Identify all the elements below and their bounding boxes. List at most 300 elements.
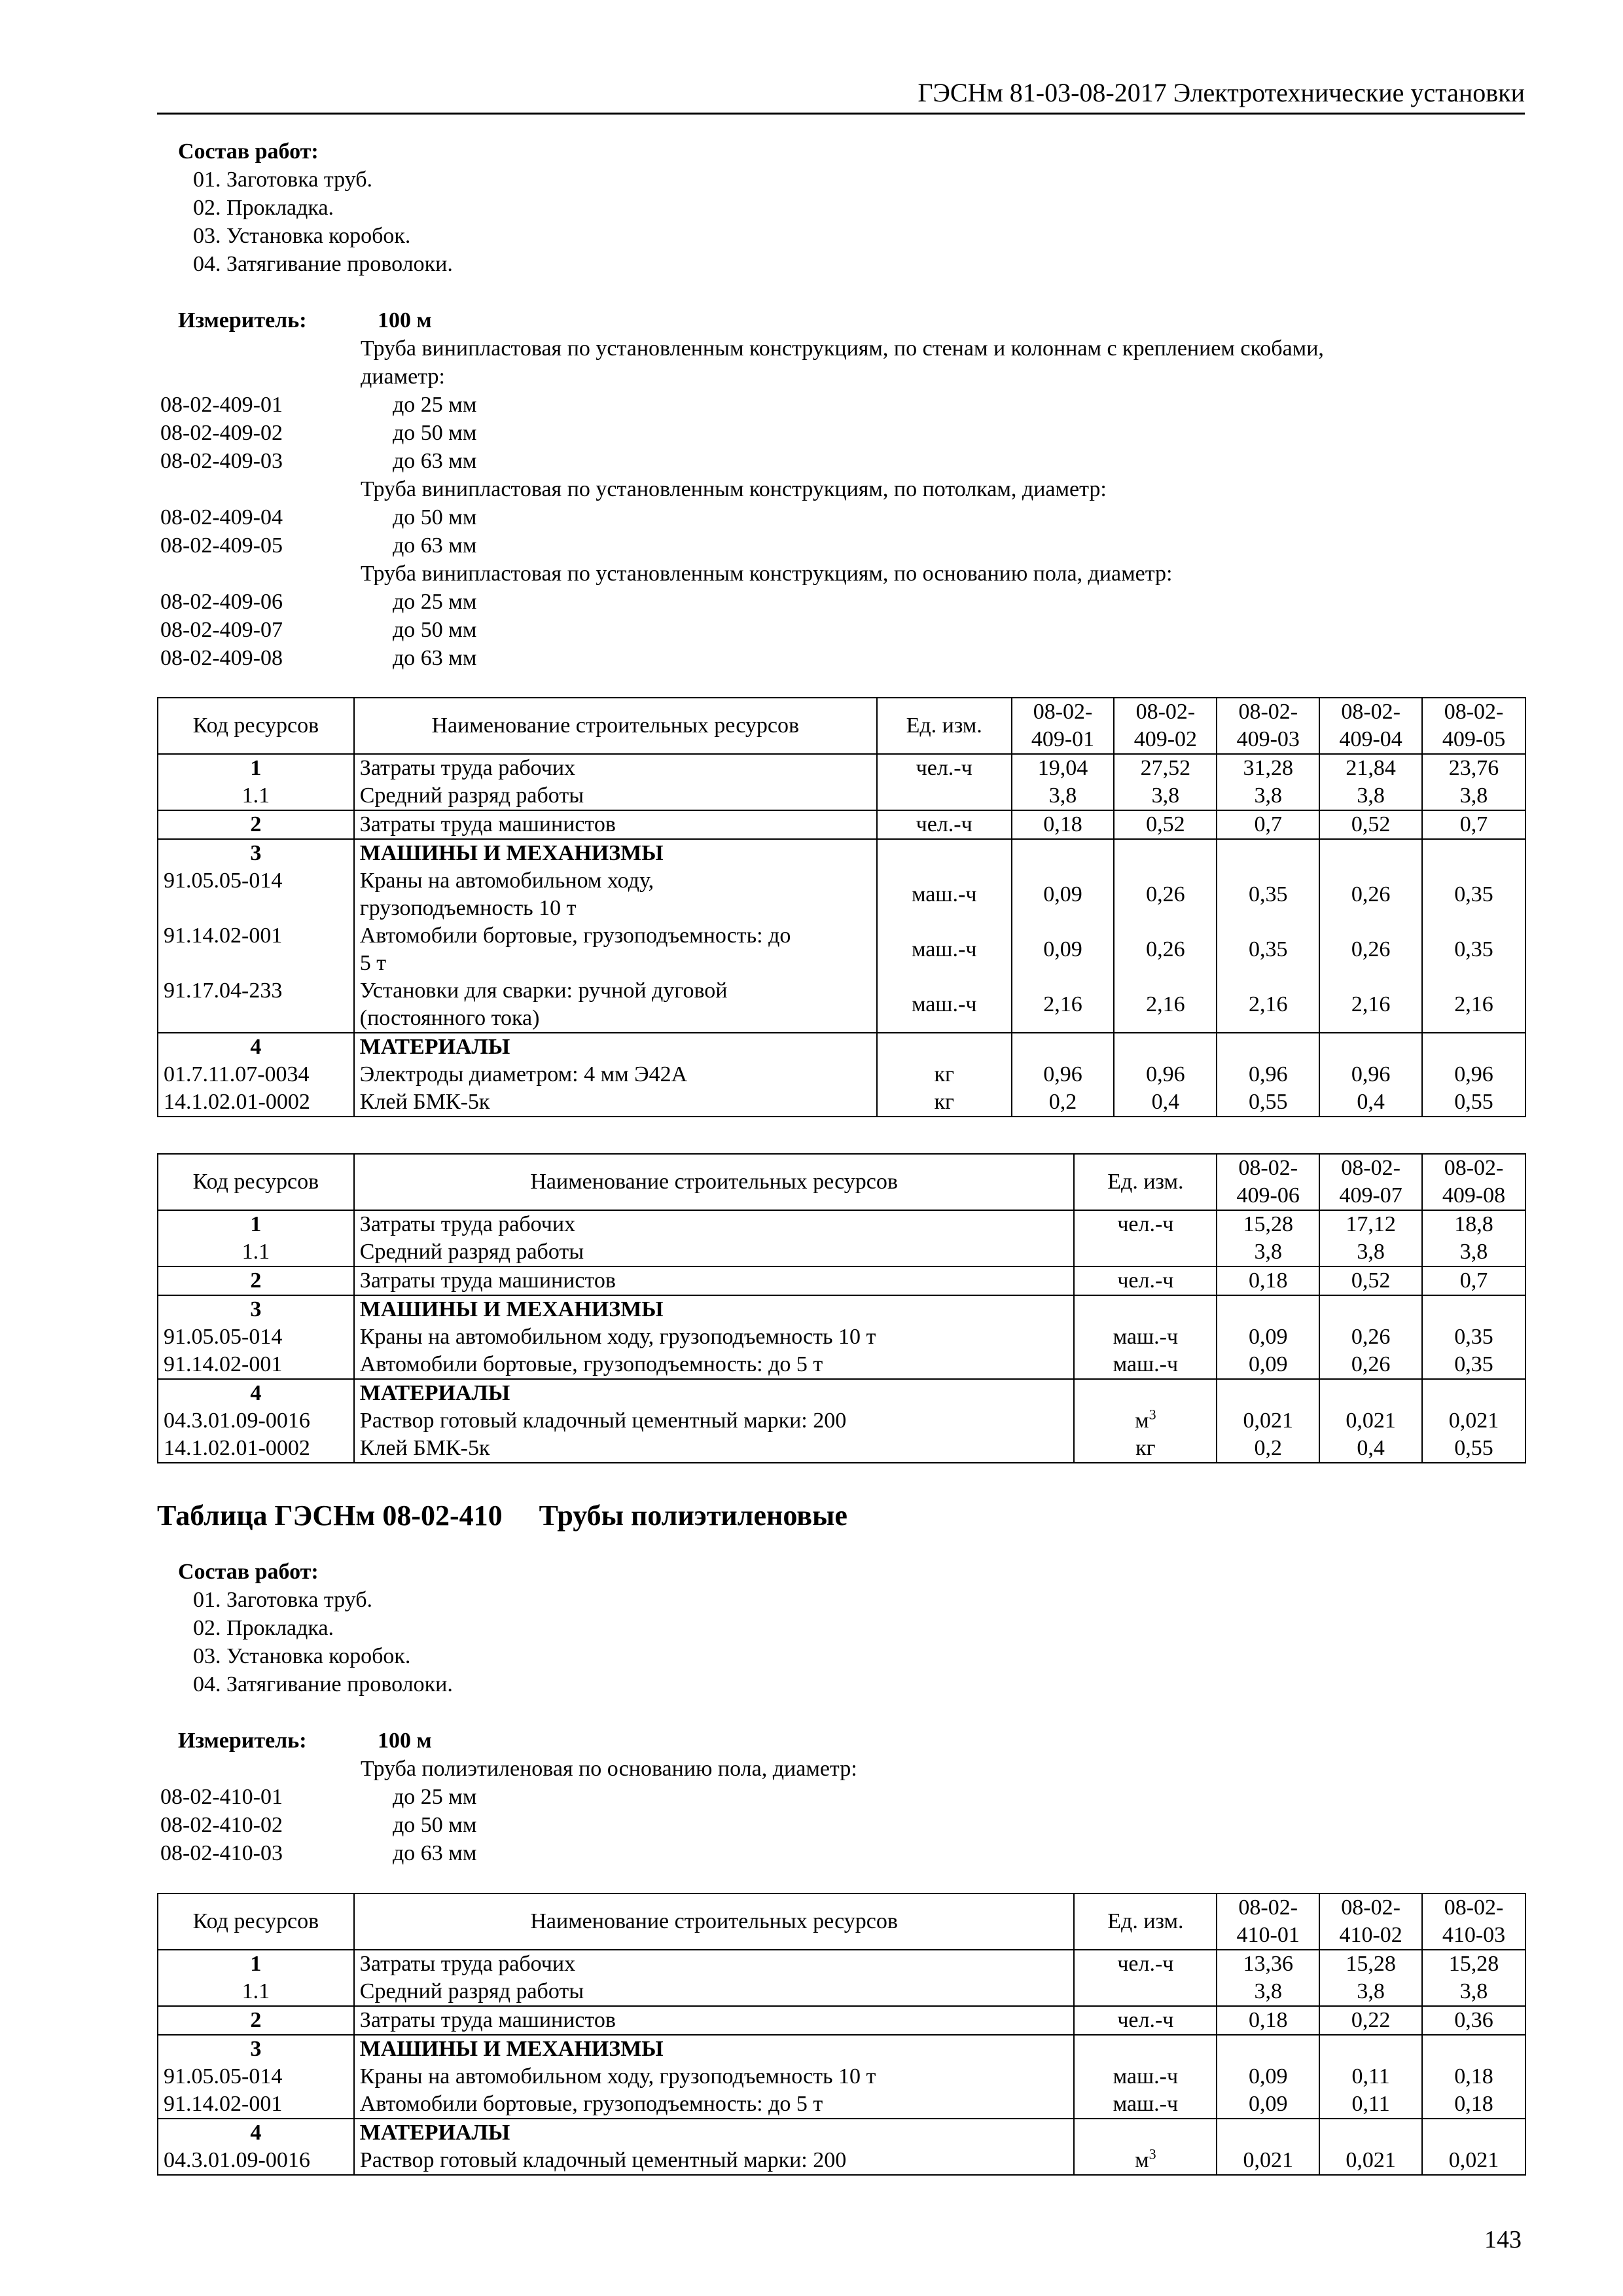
resource-code-cell: 14.1.02.01-0002: [158, 1088, 354, 1117]
sostav-item: 03. Установка коробок.: [193, 224, 411, 248]
norm-col-label: 409-02: [1133, 727, 1198, 751]
value-cell: 2,16: [1319, 977, 1422, 1033]
unit-cell: $м^3$: [1074, 1407, 1217, 1435]
table-row: [158, 2006, 1525, 2035]
value-cell: 2,16: [1114, 977, 1217, 1033]
resource-name-cell: Средний разряд работы: [354, 782, 877, 810]
norm-code-row: [160, 503, 1528, 531]
work-description: Труба винипластовая по установленным конструкциям, по стенам и колоннам с креплением скобами,: [361, 336, 1324, 361]
table-row: [158, 754, 1525, 782]
unit-cell: чел.-ч: [877, 810, 1012, 839]
norm-col-label: 08-02-: [1444, 1156, 1504, 1180]
value-cell: [1217, 1295, 1319, 1323]
norm-col-label: 08-02-: [1341, 1895, 1400, 1920]
unit-cell: чел.-ч: [877, 754, 1012, 782]
norm-code-row: [160, 1839, 1528, 1867]
header-name: Наименование строительных ресурсов: [354, 1154, 1075, 1210]
sostav-item: 03. Установка коробок.: [193, 1644, 411, 1668]
norm-col-label: 410-02: [1339, 1923, 1402, 1947]
value-cell: 23,76: [1422, 754, 1525, 782]
resource-code-cell: 3: [158, 1295, 354, 1323]
sostav-item: 01. Заготовка труб.: [193, 168, 373, 192]
unit-cell: маш.-ч: [1074, 1351, 1217, 1379]
header-code: Код ресурсов: [158, 698, 354, 754]
table-row: [158, 1323, 1525, 1351]
unit-cell: $м^3$: [1074, 2147, 1217, 2175]
value-cell: [1422, 2035, 1525, 2063]
value-cell: [1319, 1379, 1422, 1407]
value-cell: [1217, 2035, 1319, 2063]
value-cell: [1422, 2119, 1525, 2147]
resource-code-cell: 91.05.05-014: [158, 1323, 354, 1351]
unit-cell: чел.-ч: [1074, 1210, 1217, 1238]
value-cell: 0,021: [1319, 1407, 1422, 1435]
header-norm-col: [1422, 698, 1525, 754]
value-cell: 0,18: [1422, 2090, 1525, 2119]
header-unit: Ед. изм.: [1074, 1154, 1217, 1210]
header-norm-col: [1012, 698, 1115, 754]
resource-name-cell: Затраты труда машинистов: [354, 1266, 1075, 1295]
resource-code-cell: 91.05.05-014: [158, 867, 354, 922]
value-cell: 0,18: [1012, 810, 1115, 839]
value-cell: [1217, 1033, 1319, 1061]
norm-code-row: [160, 447, 1528, 475]
unit-cell: маш.-ч: [1074, 2090, 1217, 2119]
header-norm-col: [1114, 698, 1217, 754]
value-cell: 0,35: [1422, 1351, 1525, 1379]
table-heading-prefix: Таблица ГЭСНм 08-02-410: [157, 1499, 503, 1532]
value-cell: 0,26: [1319, 922, 1422, 977]
value-cell: [1114, 1033, 1217, 1061]
unit-cell: [1074, 2035, 1217, 2063]
value-cell: 0,09: [1012, 867, 1115, 922]
value-cell: 3,8: [1422, 1238, 1525, 1266]
norm-code-row: [160, 419, 1528, 447]
header-unit: Ед. изм.: [1074, 1893, 1217, 1950]
table-row: [158, 1061, 1525, 1088]
header-norm-col: [1217, 1893, 1319, 1950]
resource-code-cell: 3: [158, 839, 354, 867]
unit-cell: [1074, 1379, 1217, 1407]
value-cell: [1422, 1379, 1525, 1407]
sostav-item: 01. Заготовка труб.: [193, 1588, 373, 1612]
resource-code-cell: 1: [158, 754, 354, 782]
value-cell: [1012, 839, 1115, 867]
resource-name-cell: Затраты труда рабочих: [354, 1210, 1075, 1238]
norm-text: до 63 мм: [393, 533, 477, 558]
running-header: ГЭСНм 81-03-08-2017 Электротехнические установки: [157, 77, 1525, 115]
value-cell: 2,16: [1012, 977, 1115, 1033]
value-cell: 0,35: [1217, 867, 1319, 922]
value-cell: [1422, 1033, 1525, 1061]
sostav-item: 04. Затягивание проволоки.: [193, 1672, 453, 1696]
resource-name-cell: Краны на автомобильном ходу, грузоподъемность 10 т: [354, 867, 877, 922]
izmeritel-value: 100 м: [378, 308, 432, 332]
table-row: [158, 2035, 1525, 2063]
value-cell: 0,11: [1319, 2090, 1422, 2119]
value-cell: 0,96: [1422, 1061, 1525, 1088]
unit-cell: [1074, 1295, 1217, 1323]
resource-code-cell: 04.3.01.09-0016: [158, 2147, 354, 2175]
resource-name-cell: Автомобили бортовые, грузоподъемность: до 5 т: [354, 2090, 1075, 2119]
unit-cell: маш.-ч: [1074, 1323, 1217, 1351]
value-cell: 0,7: [1422, 810, 1525, 839]
norm-code: 08-02-410-03: [160, 1841, 283, 1865]
table-row: [158, 1407, 1525, 1435]
table-row: [158, 2090, 1525, 2119]
header-norm-col: [1422, 1893, 1525, 1950]
resource-name-cell: Затраты труда машинистов: [354, 810, 877, 839]
norm-text: до 50 мм: [393, 1813, 477, 1837]
norm-text: до 50 мм: [393, 421, 477, 445]
norm-col-label: 409-03: [1236, 727, 1300, 751]
izmeritel-row: [160, 1727, 1528, 1755]
value-cell: 0,96: [1012, 1061, 1115, 1088]
value-cell: 0,09: [1217, 2090, 1319, 2119]
table-row: [158, 1435, 1525, 1463]
value-cell: 0,96: [1319, 1061, 1422, 1088]
resource-name-cell: Краны на автомобильном ходу, грузоподъемность 10 т: [354, 2063, 1075, 2090]
norm-code: 08-02-409-02: [160, 421, 283, 445]
value-cell: 0,18: [1217, 2006, 1319, 2035]
resource-name-cell: Краны на автомобильном ходу, грузоподъемность 10 т: [354, 1323, 1075, 1351]
norm-col-label: 08-02-: [1444, 700, 1504, 724]
resource-name-cell: МАТЕРИАЛЫ: [354, 1379, 1075, 1407]
norm-code-row: [160, 1783, 1528, 1811]
value-cell: 0,2: [1012, 1088, 1115, 1117]
table-row: [158, 922, 1525, 977]
resource-name-cell: Установки для сварки: ручной дуговой (постоянного тока): [354, 977, 877, 1033]
section-409-description: [160, 137, 1528, 672]
value-cell: 0,35: [1217, 922, 1319, 977]
resource-code-cell: 91.14.02-001: [158, 2090, 354, 2119]
value-cell: 0,26: [1114, 867, 1217, 922]
resource-name-cell: МАШИНЫ И МЕХАНИЗМЫ: [354, 839, 877, 867]
resource-code-cell: 14.1.02.01-0002: [158, 1435, 354, 1463]
value-cell: 0,021: [1422, 1407, 1525, 1435]
value-cell: 0,2: [1217, 1435, 1319, 1463]
table-row: [158, 1088, 1525, 1117]
value-cell: 15,28: [1319, 1950, 1422, 1978]
resource-table-410-01-03: [157, 1893, 1526, 2176]
table-heading-title: Трубы полиэтиленовые: [539, 1499, 847, 1532]
value-cell: [1319, 1033, 1422, 1061]
resource-name-cell: Клей БМК-5к: [354, 1088, 877, 1117]
resource-code-cell: 4: [158, 2119, 354, 2147]
value-cell: 0,09: [1217, 1323, 1319, 1351]
norm-code: 08-02-409-03: [160, 449, 283, 473]
resource-name-cell: МАТЕРИАЛЫ: [354, 1033, 877, 1061]
value-cell: 0,96: [1217, 1061, 1319, 1088]
value-cell: [1114, 839, 1217, 867]
resource-code-cell: 1: [158, 1950, 354, 1978]
resource-code-cell: 2: [158, 810, 354, 839]
value-cell: 0,26: [1114, 922, 1217, 977]
norm-col-label: 409-01: [1031, 727, 1095, 751]
norm-code-row: [160, 616, 1528, 644]
header-norm-col: [1319, 1154, 1422, 1210]
value-cell: [1319, 839, 1422, 867]
resource-name-cell: Затраты труда рабочих: [354, 754, 877, 782]
table-row: [158, 977, 1525, 1033]
norm-code: 08-02-409-04: [160, 505, 283, 529]
resource-name-cell: Раствор готовый кладочный цементный марки: 200: [354, 1407, 1075, 1435]
unit-cell: чел.-ч: [1074, 1950, 1217, 1978]
work-description: Труба полиэтиленовая по основанию пола, диаметр:: [361, 1757, 857, 1781]
value-cell: 3,8: [1217, 1978, 1319, 2006]
table-row: [158, 2119, 1525, 2147]
norm-text: до 50 мм: [393, 505, 477, 529]
work-description: Труба винипластовая по установленным конструкциям, по потолкам, диаметр:: [361, 477, 1107, 501]
norm-code-row: [160, 1811, 1528, 1839]
value-cell: 0,22: [1319, 2006, 1422, 2035]
value-cell: 3,8: [1319, 782, 1422, 810]
value-cell: 2,16: [1422, 977, 1525, 1033]
value-cell: [1217, 1379, 1319, 1407]
norm-code: 08-02-409-08: [160, 646, 283, 670]
resource-code-cell: 04.3.01.09-0016: [158, 1407, 354, 1435]
izmeritel-label: Измеритель:: [178, 308, 307, 332]
norm-col-label: 409-06: [1236, 1183, 1300, 1208]
resource-table-409-01-05: [157, 697, 1526, 1117]
value-cell: 0,7: [1217, 810, 1319, 839]
norm-col-label: 410-01: [1236, 1923, 1300, 1947]
value-cell: 13,36: [1217, 1950, 1319, 1978]
resource-code-cell: 2: [158, 1266, 354, 1295]
header-norm-col: [1319, 1893, 1422, 1950]
resource-name-cell: Клей БМК-5к: [354, 1435, 1075, 1463]
norm-col-label: 08-02-: [1238, 700, 1298, 724]
value-cell: [1012, 1033, 1115, 1061]
value-cell: 15,28: [1422, 1950, 1525, 1978]
unit-cell: [877, 782, 1012, 810]
value-cell: 0,09: [1217, 1351, 1319, 1379]
unit-cell: [1074, 1238, 1217, 1266]
izmeritel-row: [160, 306, 1528, 334]
resource-name-cell: МАТЕРИАЛЫ: [354, 2119, 1075, 2147]
value-cell: 0,55: [1422, 1088, 1525, 1117]
norm-col-label: 409-08: [1442, 1183, 1506, 1208]
table-row: [158, 2147, 1525, 2175]
value-cell: [1217, 839, 1319, 867]
table-row: [158, 1295, 1525, 1323]
norm-text: до 25 мм: [393, 590, 477, 614]
resource-name-cell: Раствор готовый кладочный цементный марки: 200: [354, 2147, 1075, 2175]
norm-code: 08-02-409-01: [160, 393, 283, 417]
norm-text: до 63 мм: [393, 449, 477, 473]
norm-code-row: [160, 644, 1528, 672]
resource-code-cell: 1.1: [158, 1978, 354, 2006]
unit-cell: маш.-ч: [877, 867, 1012, 922]
unit-cell: [877, 839, 1012, 867]
table-row: [158, 867, 1525, 922]
value-cell: 3,8: [1319, 1238, 1422, 1266]
resource-name-cell: МАШИНЫ И МЕХАНИЗМЫ: [354, 1295, 1075, 1323]
value-cell: 0,7: [1422, 1266, 1525, 1295]
resource-code-cell: 91.05.05-014: [158, 2063, 354, 2090]
value-cell: 0,96: [1114, 1061, 1217, 1088]
norm-code-row: [160, 391, 1528, 419]
table-row: [158, 1033, 1525, 1061]
resource-code-cell: 01.7.11.07-0034: [158, 1061, 354, 1088]
norm-col-label: 409-05: [1442, 727, 1506, 751]
norm-code: 08-02-409-07: [160, 618, 283, 642]
header-name: Наименование строительных ресурсов: [354, 698, 877, 754]
value-cell: 3,8: [1319, 1978, 1422, 2006]
header-name: Наименование строительных ресурсов: [354, 1893, 1075, 1950]
work-description: диаметр:: [361, 365, 445, 389]
sostav-item: 04. Затягивание проволоки.: [193, 252, 453, 276]
table-row: [158, 1238, 1525, 1266]
value-cell: [1319, 1295, 1422, 1323]
header-unit: Ед. изм.: [877, 698, 1012, 754]
norm-col-label: 409-04: [1339, 727, 1402, 751]
resource-code-cell: 91.17.04-233: [158, 977, 354, 1033]
value-cell: 31,28: [1217, 754, 1319, 782]
norm-col-label: 08-02-: [1341, 1156, 1400, 1180]
value-cell: [1422, 839, 1525, 867]
norm-text: до 25 мм: [393, 1785, 477, 1809]
table-row: [158, 1266, 1525, 1295]
resource-name-cell: Затраты труда машинистов: [354, 2006, 1075, 2035]
izmeritel-value: 100 м: [378, 1729, 432, 1753]
value-cell: 3,8: [1012, 782, 1115, 810]
page-number: 143: [1484, 2226, 1522, 2253]
norm-code: 08-02-409-06: [160, 590, 283, 614]
value-cell: 0,021: [1319, 2147, 1422, 2175]
value-cell: 0,26: [1319, 1323, 1422, 1351]
unit-cell: [1074, 2119, 1217, 2147]
value-cell: 0,4: [1114, 1088, 1217, 1117]
norm-col-label: 08-02-: [1341, 700, 1400, 724]
value-cell: [1319, 2035, 1422, 2063]
value-cell: 0,26: [1319, 1351, 1422, 1379]
unit-cell: маш.-ч: [877, 977, 1012, 1033]
norm-text: до 25 мм: [393, 393, 477, 417]
value-cell: 3,8: [1217, 1238, 1319, 1266]
resource-name-cell: Средний разряд работы: [354, 1978, 1075, 2006]
value-cell: 21,84: [1319, 754, 1422, 782]
header-norm-col: [1319, 698, 1422, 754]
resource-code-cell: 2: [158, 2006, 354, 2035]
resource-name-cell: Средний разряд работы: [354, 1238, 1075, 1266]
unit-cell: маш.-ч: [1074, 2063, 1217, 2090]
table-row: [158, 1950, 1525, 1978]
value-cell: 0,35: [1422, 867, 1525, 922]
value-cell: [1422, 1295, 1525, 1323]
header-code: Код ресурсов: [158, 1893, 354, 1950]
value-cell: 0,52: [1114, 810, 1217, 839]
value-cell: 0,35: [1422, 922, 1525, 977]
value-cell: 15,28: [1217, 1210, 1319, 1238]
value-cell: 0,52: [1319, 810, 1422, 839]
value-cell: 0,09: [1012, 922, 1115, 977]
value-cell: [1319, 2119, 1422, 2147]
value-cell: 27,52: [1114, 754, 1217, 782]
norm-col-label: 410-03: [1442, 1923, 1506, 1947]
value-cell: 0,4: [1319, 1435, 1422, 1463]
value-cell: 3,8: [1422, 1978, 1525, 2006]
value-cell: 0,18: [1422, 2063, 1525, 2090]
unit-cell: чел.-ч: [1074, 1266, 1217, 1295]
resource-name-cell: Затраты труда рабочих: [354, 1950, 1075, 1978]
table-heading-410: [157, 1499, 847, 1533]
table-row: [158, 2063, 1525, 2090]
value-cell: 2,16: [1217, 977, 1319, 1033]
sostav-item: 02. Прокладка.: [193, 196, 334, 220]
value-cell: [1217, 2119, 1319, 2147]
unit-cell: кг: [877, 1088, 1012, 1117]
section-410-description: [160, 1558, 1528, 1867]
header-norm-col: [1422, 1154, 1525, 1210]
value-cell: 0,021: [1217, 1407, 1319, 1435]
sostav-title: Состав работ:: [178, 1560, 319, 1584]
unit-cell: [877, 1033, 1012, 1061]
unit-cell: кг: [1074, 1435, 1217, 1463]
table-row: [158, 839, 1525, 867]
unit-cell: [1074, 1978, 1217, 2006]
value-cell: 0,36: [1422, 2006, 1525, 2035]
value-cell: 3,8: [1114, 782, 1217, 810]
unit-cell: кг: [877, 1061, 1012, 1088]
table-row: [158, 1379, 1525, 1407]
resource-code-cell: 1.1: [158, 782, 354, 810]
value-cell: 0,35: [1422, 1323, 1525, 1351]
resource-code-cell: 1.1: [158, 1238, 354, 1266]
table-row: [158, 1210, 1525, 1238]
header-norm-col: [1217, 698, 1319, 754]
norm-col-label: 08-02-: [1238, 1895, 1298, 1920]
norm-code-row: [160, 588, 1528, 616]
table-header-row: [158, 1154, 1525, 1210]
value-cell: 0,52: [1319, 1266, 1422, 1295]
norm-col-label: 08-02-: [1033, 700, 1093, 724]
value-cell: 0,021: [1422, 2147, 1525, 2175]
table-row: [158, 1351, 1525, 1379]
value-cell: 3,8: [1422, 782, 1525, 810]
resource-code-cell: 3: [158, 2035, 354, 2063]
norm-code: 08-02-410-02: [160, 1813, 283, 1837]
value-cell: 0,4: [1319, 1088, 1422, 1117]
norm-code: 08-02-410-01: [160, 1785, 283, 1809]
resource-table-409-06-08: [157, 1153, 1526, 1463]
resource-name-cell: Автомобили бортовые, грузоподъемность: до 5 т: [354, 1351, 1075, 1379]
resource-name-cell: МАШИНЫ И МЕХАНИЗМЫ: [354, 2035, 1075, 2063]
norm-code: 08-02-409-05: [160, 533, 283, 558]
header-code: Код ресурсов: [158, 1154, 354, 1210]
table-row: [158, 782, 1525, 810]
value-cell: 17,12: [1319, 1210, 1422, 1238]
resource-code-cell: 91.14.02-001: [158, 1351, 354, 1379]
value-cell: 0,55: [1217, 1088, 1319, 1117]
header-norm-col: [1217, 1154, 1319, 1210]
resource-name-cell: Автомобили бортовые, грузоподъемность: до 5 т: [354, 922, 877, 977]
norm-code-row: [160, 531, 1528, 560]
table-header-row: [158, 698, 1525, 754]
unit-cell: маш.-ч: [877, 922, 1012, 977]
norm-text: до 63 мм: [393, 646, 477, 670]
resource-code-cell: 91.14.02-001: [158, 922, 354, 977]
resource-code-cell: 4: [158, 1379, 354, 1407]
value-cell: 0,55: [1422, 1435, 1525, 1463]
sostav-title: Состав работ:: [178, 139, 319, 164]
norm-col-label: 08-02-: [1444, 1895, 1504, 1920]
value-cell: 0,021: [1217, 2147, 1319, 2175]
value-cell: 18,8: [1422, 1210, 1525, 1238]
work-description: Труба винипластовая по установленным конструкциям, по основанию пола, диаметр:: [361, 562, 1173, 586]
resource-name-cell: Электроды диаметром: 4 мм Э42А: [354, 1061, 877, 1088]
value-cell: 0,11: [1319, 2063, 1422, 2090]
